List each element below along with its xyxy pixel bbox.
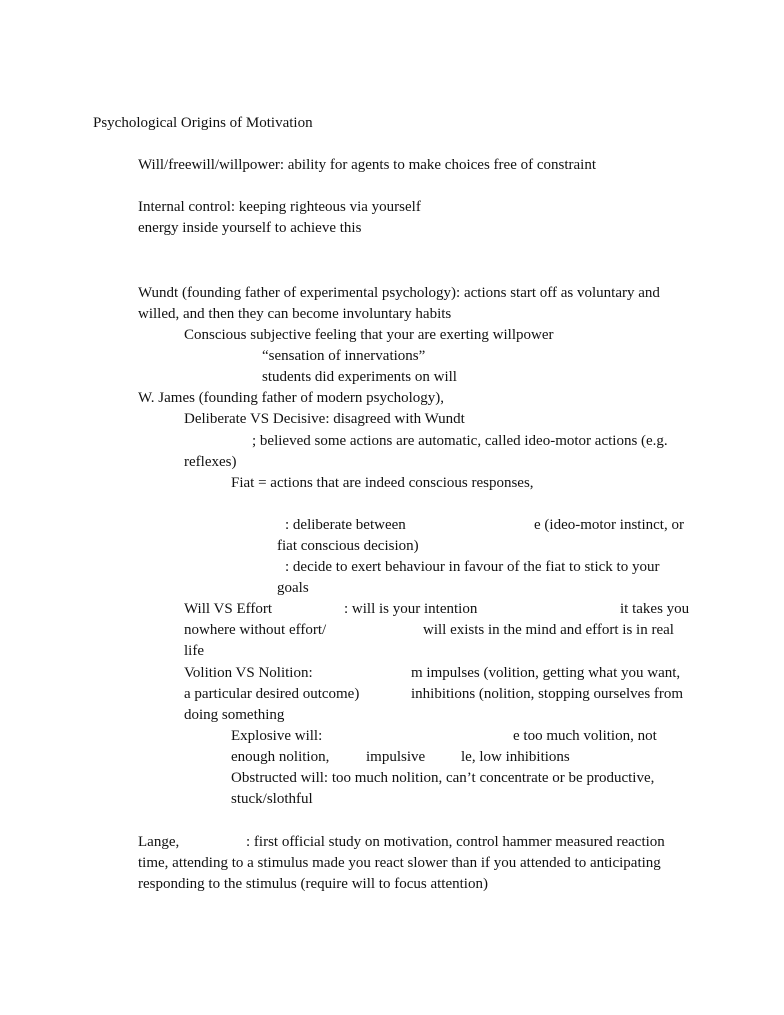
james-line-1: W. James (founding father of modern psychology), (138, 390, 445, 406)
deliberate-line-1b: e (ideo-motor instinct, or (534, 517, 684, 533)
explosive-will-line-2a: enough nolition, (231, 749, 330, 765)
volition-line-1a: Volition VS Nolition: (184, 665, 313, 681)
will-effort-line-2b: will exists in the mind and effort is in real (423, 622, 674, 638)
internal-control-line-1: Internal control: keeping righteous via yourself (138, 199, 421, 215)
decisive-line-2: goals (277, 580, 309, 596)
wundt-line-5: students did experiments on will (262, 369, 457, 385)
lange-line-1a: Lange, (138, 834, 180, 850)
james-line-3: ; believed some actions are automatic, called ideo-motor actions (e.g. (252, 433, 668, 449)
will-definition: Will/freewill/willpower: ability for agents to make choices free of constraint (138, 157, 596, 173)
volition-line-2b: inhibitions (nolition, stopping ourselves from (411, 686, 684, 702)
wundt-line-1: Wundt (founding father of experimental psychology): actions start off as voluntary and (138, 285, 660, 301)
volition-line-3: doing something (184, 707, 285, 723)
volition-line-2a: a particular desired outcome) (184, 686, 360, 702)
lange-line-1b: : first official study on motivation, control hammer measured reaction (246, 834, 665, 850)
fiat-line: Fiat = actions that are indeed conscious responses, (231, 475, 534, 491)
explosive-will-line-2c: le, low inhibitions (461, 749, 570, 765)
will-effort-line-1a: Will VS Effort (184, 601, 273, 617)
james-line-2: Deliberate VS Decisive: disagreed with Wundt (184, 411, 465, 427)
explosive-will-line-1b: e too much volition, not (513, 728, 657, 744)
wundt-line-2: willed, and then they can become involuntary habits (138, 306, 452, 322)
obstructed-will-line-1: Obstructed will: too much nolition, can’t concentrate or be productive, (231, 770, 655, 786)
deliberate-line-2: fiat conscious decision) (277, 538, 419, 554)
explosive-will-line-2b: impulsive (366, 749, 426, 765)
will-effort-line-1c: it takes you (620, 601, 690, 617)
wundt-line-4: “sensation of innervations” (262, 348, 426, 364)
document-title: Psychological Origins of Motivation (93, 115, 313, 131)
volition-line-1b: m impulses (volition, getting what you want, (411, 665, 681, 681)
deliberate-line-1a: : deliberate between (285, 517, 406, 533)
james-line-4: reflexes) (184, 454, 237, 470)
internal-control-line-2: energy inside yourself to achieve this (138, 220, 362, 236)
obstructed-will-line-2: stuck/slothful (231, 791, 313, 807)
lange-line-2: time, attending to a stimulus made you react slower than if you attended to anticipating (138, 855, 661, 871)
will-effort-line-1b: : will is your intention (344, 601, 478, 617)
will-effort-line-3: life (184, 643, 204, 659)
lange-line-3: responding to the stimulus (require will to focus attention) (138, 876, 488, 892)
decisive-line-1: : decide to exert behaviour in favour of the fiat to stick to your (285, 559, 660, 575)
will-effort-line-2a: nowhere without effort/ (184, 622, 327, 638)
explosive-will-line-1a: Explosive will: (231, 728, 323, 744)
wundt-line-3: Conscious subjective feeling that your are exerting willpower (184, 327, 554, 343)
